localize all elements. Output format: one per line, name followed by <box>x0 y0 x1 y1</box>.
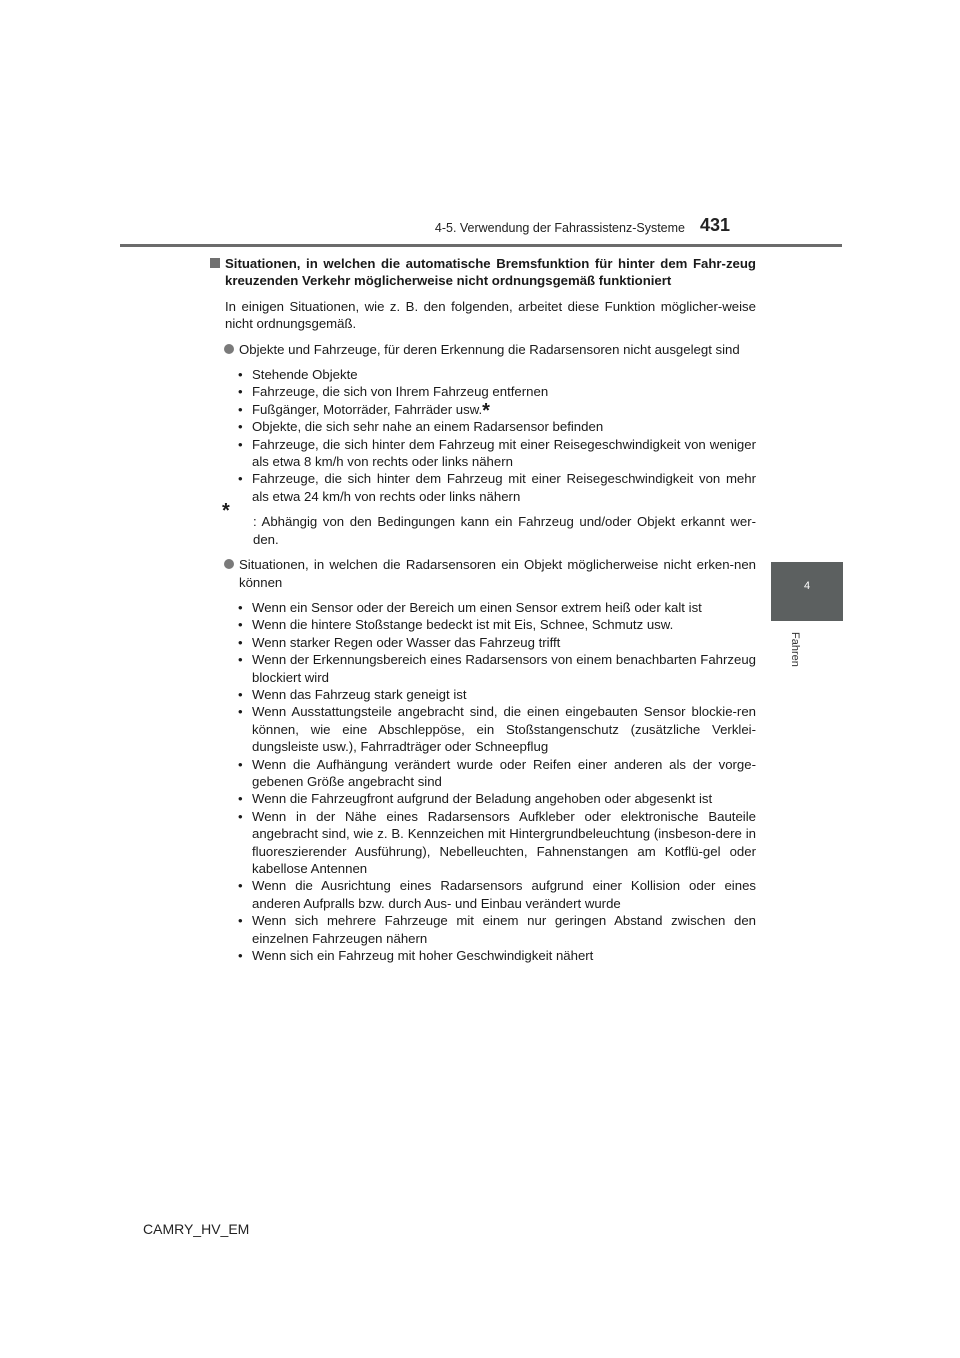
circle-bullet-icon <box>224 344 234 354</box>
section-heading-block <box>210 255 756 290</box>
list-marker: • <box>238 756 243 772</box>
chapter-tab <box>771 562 843 621</box>
main-content <box>210 255 756 972</box>
square-bullet-icon <box>210 258 220 268</box>
list-item <box>238 686 756 703</box>
list-item <box>238 599 756 616</box>
list-item-text: Wenn die hintere Stoßstange bedeckt ist mit Eis, Schnee, Schmutz usw. <box>252 617 674 633</box>
list-item <box>238 703 756 755</box>
list-item <box>238 808 756 878</box>
chapter-title: 4-5. Verwendung der Fahrassistenz-Systeme <box>434 221 685 235</box>
list-item-text: Wenn die Aufhängung verändert wurde oder Reifen einer anderen als der vorge-gebenen Größe angebracht sind <box>252 756 756 789</box>
list-marker: • <box>238 419 243 435</box>
list-marker: • <box>238 913 243 929</box>
list-item-text: Wenn Ausstattungsteile angebracht sind, die einen eingebauten Sensor blockie-ren können, wie eine Abschleppöse, ein Stoßstangenschutz (zusätzliche Verklei-dungsleiste usw.), Fahrradträger oder Schneepflug <box>252 704 756 755</box>
list-item-text: Wenn sich ein Fahrzeug mit hoher Geschwindigkeit nähert <box>252 948 594 964</box>
list-marker: • <box>238 791 243 807</box>
list-item <box>238 756 756 791</box>
page-number: 431 <box>700 215 731 235</box>
footnote: * : Abhängig von den Bedingungen kann ein Fahrzeug und/oder Objekt erkannt wer-den. <box>222 500 756 547</box>
list-item-text: Wenn die Ausrichtung eines Radarsensors aufgrund einer Kollision oder eines anderen Aufpralls bzw. durch Aus- und Einbau verändert wurde <box>252 878 756 911</box>
list-item-text: Wenn starker Regen oder Wasser das Fahrzeug trifft <box>252 634 561 650</box>
list-item-text: Stehende Objekte <box>252 367 358 383</box>
list-item-text: Wenn ein Sensor oder der Bereich um einen Sensor extrem heiß oder kalt ist <box>252 599 702 615</box>
bullet-situations <box>210 556 756 591</box>
circle-bullet-icon <box>224 559 234 569</box>
list-item <box>238 470 756 505</box>
list-item-text: Fußgänger, Motorräder, Fahrräder usw. <box>252 401 483 417</box>
list-item-text: Fahrzeuge, die sich hinter dem Fahrzeug mit einer Reisegeschwindigkeit von mehr als etwa 24 km/h von rechts oder links nähern <box>252 471 756 504</box>
list-item <box>238 947 756 964</box>
bullet-objects <box>210 341 756 358</box>
bullet-objects-text: Objekte und Fahrzeuge, für deren Erkennung die Radarsensoren nicht ausgelegt sind <box>239 341 740 357</box>
list-item <box>238 634 756 651</box>
list-item <box>238 366 756 383</box>
list-item <box>238 418 756 435</box>
list-marker: • <box>238 617 243 633</box>
footnote-star: * <box>482 399 490 422</box>
footer-model-code: CAMRY_HV_EM <box>143 1221 250 1237</box>
list-marker: • <box>238 384 243 400</box>
header-divider <box>120 244 842 247</box>
list-item <box>238 616 756 633</box>
chapter-tab-label: Fahren <box>789 632 801 667</box>
bullet-situations-text: Situationen, in welchen die Radarsensoren ein Objekt möglicherweise nicht erken-nen können <box>239 557 756 590</box>
list-item <box>238 383 756 400</box>
list-item-text: Wenn der Erkennungsbereich eines Radarsensors von einem benachbarten Fahrzeug blockiert wird <box>252 652 756 685</box>
footnote-text: : Abhängig von den Bedingungen kann ein Fahrzeug und/oder Objekt erkannt wer-den. <box>253 514 756 547</box>
list-marker: • <box>238 599 243 615</box>
list-marker: • <box>238 948 243 964</box>
list-item <box>238 790 756 807</box>
list-item <box>238 651 756 686</box>
list-marker: • <box>238 808 243 824</box>
list-marker: • <box>238 401 243 417</box>
list-item-text: Wenn in der Nähe eines Radarsensors Aufkleber oder elektronische Bauteile angebracht sind, wie z. B. Kennzeichen mit Hintergrundbeleuchtung (insbeson-dere in fluoreszierender Ausführung), Nebelleuchten, Fahnenstangen am Kotflü-gel oder kabellose Antennen <box>252 808 756 876</box>
objects-list <box>210 366 756 505</box>
list-item-text: Objekte, die sich sehr nahe an einem Radarsensor befinden <box>252 419 604 435</box>
section-intro: In einigen Situationen, wie z. B. den folgenden, arbeitet diese Funktion möglicher-weise nicht ordnungsgemäß. <box>225 298 756 332</box>
list-item <box>238 436 756 471</box>
list-marker: • <box>238 634 243 650</box>
list-marker: • <box>238 686 243 702</box>
list-marker: • <box>238 367 243 383</box>
chapter-tab-number: 4 <box>803 580 811 592</box>
list-item <box>238 399 756 422</box>
list-item-text: Fahrzeuge, die sich von Ihrem Fahrzeug entfernen <box>252 384 549 400</box>
list-item <box>238 877 756 912</box>
list-marker: • <box>238 436 243 452</box>
section-heading: Situationen, in welchen die automatische Bremsfunktion für hinter dem Fahr-zeug kreuzenden Verkehr möglicherweise nicht ordnungsgemäß funktioniert <box>225 256 756 289</box>
situations-list <box>210 599 756 965</box>
list-item-text: Wenn die Fahrzeugfront aufgrund der Beladung angehoben oder abgesenkt ist <box>252 791 713 807</box>
list-item <box>238 912 756 947</box>
list-marker: • <box>238 652 243 668</box>
list-item-text: Wenn das Fahrzeug stark geneigt ist <box>252 686 467 702</box>
list-marker: • <box>238 878 243 894</box>
list-marker: • <box>238 471 243 487</box>
list-item-text: Fahrzeuge, die sich hinter dem Fahrzeug mit einer Reisegeschwindigkeit von weniger als etwa 8 km/h von rechts oder links nähern <box>252 436 756 470</box>
list-item-text: Wenn sich mehrere Fahrzeuge mit einem nur geringen Abstand zwischen den einzelnen Fahrzeugen nähern <box>252 913 756 946</box>
list-marker: • <box>238 704 243 720</box>
